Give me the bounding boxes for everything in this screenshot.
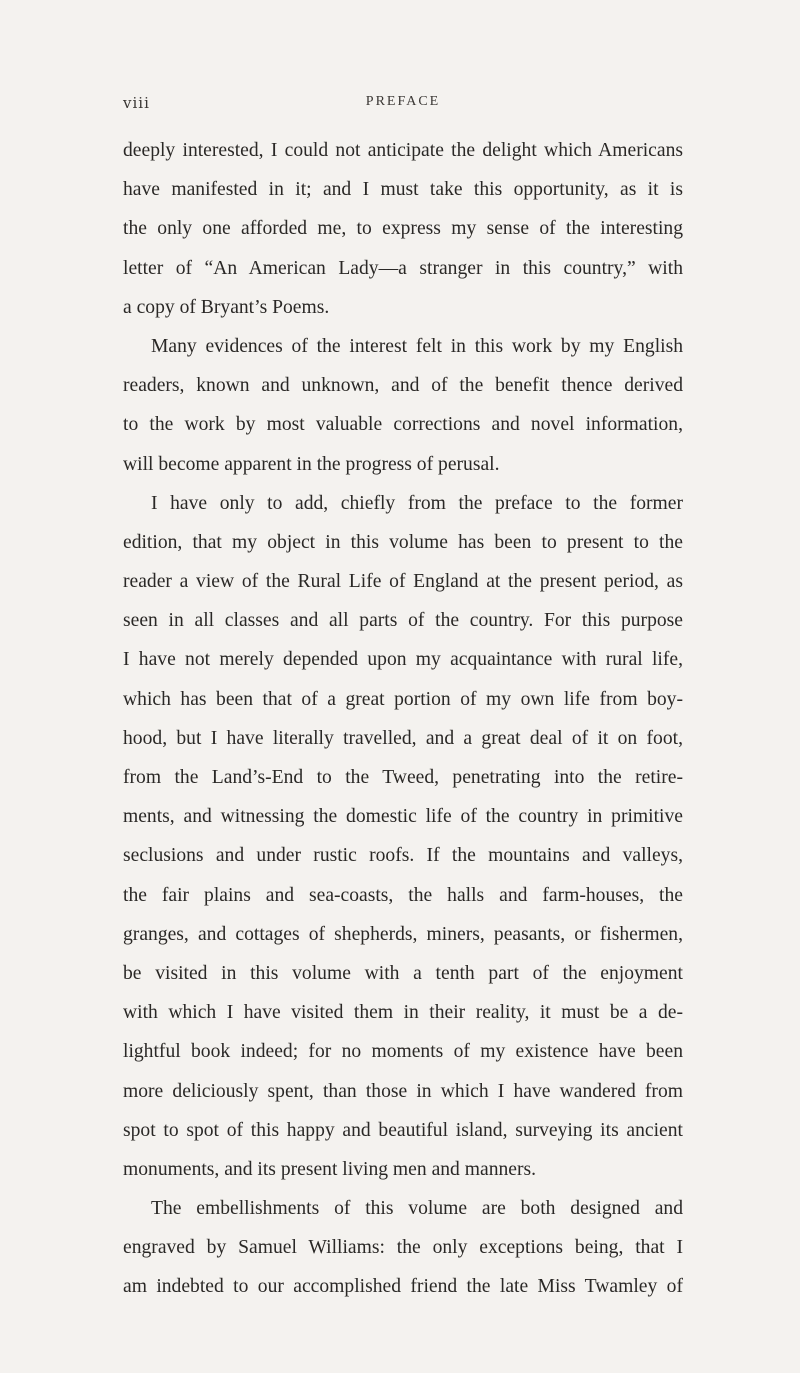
- text-line: I have only to add, chiefly from the preface to the former: [151, 492, 683, 514]
- text-line: edition, that my object in this volume has been to present to the: [123, 531, 683, 553]
- text-line: letter of “An American Lady—a stranger in this country,” with: [123, 257, 683, 279]
- page-header: [123, 94, 683, 118]
- text-line: reader a view of the Rural Life of England at the present period, as: [123, 571, 683, 593]
- text-line: lightful book indeed; for no moments of my existence have been: [123, 1041, 683, 1063]
- text-line: ments, and witnessing the domestic life of the country in primitive: [123, 806, 683, 828]
- text-line: hood, but I have literally travelled, and a great deal of it on foot,: [123, 727, 683, 749]
- text-line: to the work by most valuable corrections and novel information,: [123, 414, 683, 436]
- text-line: which has been that of a great portion of my own life from boy-: [123, 688, 683, 710]
- text-line: readers, known and unknown, and of the benefit thence derived: [123, 375, 683, 397]
- text-line: I have not merely depended upon my acquaintance with rural life,: [123, 649, 683, 671]
- text-line: spot to spot of this happy and beautiful island, surveying its ancient: [123, 1119, 683, 1141]
- text-line: be visited in this volume with a tenth part of the enjoyment: [123, 962, 683, 984]
- paragraph: [123, 327, 683, 484]
- text-line: a copy of Bryant’s Poems.: [123, 296, 330, 318]
- text-line: The embellishments of this volume are both designed and: [151, 1198, 683, 1220]
- body-text: [123, 131, 683, 1307]
- text-line: have manifested in it; and I must take this opportunity, as it is: [123, 179, 683, 201]
- paragraph: [123, 484, 683, 1189]
- text-line: Many evidences of the interest felt in this work by my English: [151, 335, 683, 357]
- text-line: from the Land’s-End to the Tweed, penetrating into the retire-: [123, 767, 683, 788]
- paragraph: [123, 1189, 683, 1307]
- text-line: seclusions and under rustic roofs. If the mountains and valleys,: [123, 845, 683, 867]
- text-line: engraved by Samuel Williams: the only exceptions being, that I: [123, 1237, 683, 1259]
- text-line: deeply interested, I could not anticipate the delight which Americans: [123, 140, 683, 161]
- text-line: granges, and cottages of shepherds, miners, peasants, or fishermen,: [123, 923, 683, 945]
- page-number: viii: [123, 94, 150, 112]
- text-line: more deliciously spent, than those in which I have wandered from: [123, 1080, 683, 1102]
- text-line: seen in all classes and all parts of the country. For this purpose: [123, 610, 683, 632]
- text-line: the fair plains and sea-coasts, the halls and farm-houses, the: [123, 884, 683, 906]
- text-line: the only one afforded me, to express my sense of the interesting: [123, 218, 683, 240]
- text-line: will become apparent in the progress of perusal.: [123, 453, 500, 475]
- text-line: monuments, and its present living men and manners.: [123, 1158, 537, 1180]
- text-line: with which I have visited them in their reality, it must be a de-: [123, 1002, 683, 1024]
- running-head: PREFACE: [365, 94, 441, 109]
- text-line: am indebted to our accomplished friend the late Miss Twamley of: [123, 1276, 683, 1298]
- paragraph: [123, 131, 683, 327]
